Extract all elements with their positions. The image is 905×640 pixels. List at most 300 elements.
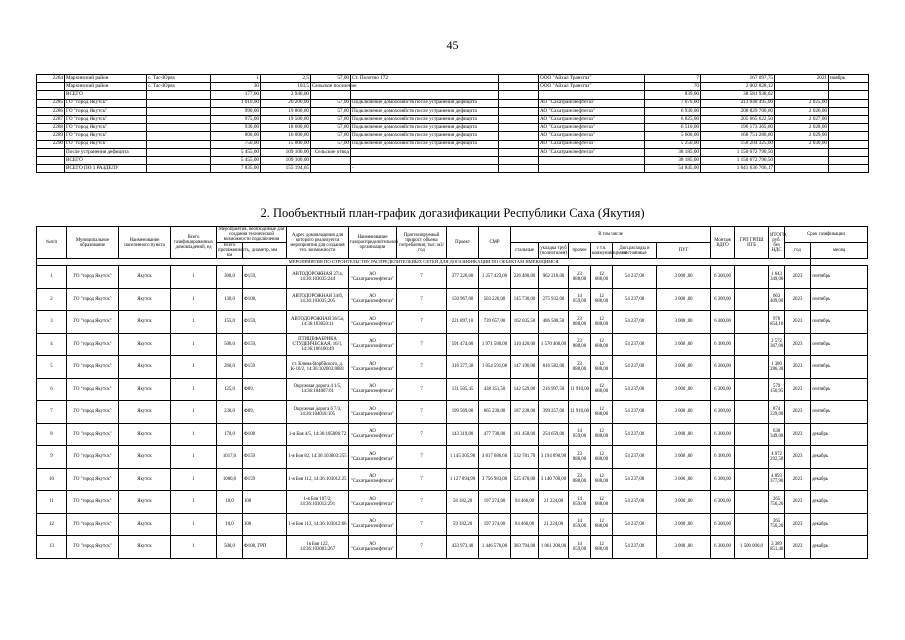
summary-table-cell [775,91,829,99]
schedule-cell-mo: ГО "город Якутск" [67,266,119,289]
summary-table-cell: 1 641 636 766,17 [701,165,775,173]
col-header-gas-increase: Прогнозируемый прирост объема потребления, тыс. м3/год [397,227,447,259]
summary-table-cell: ГО "город Якутск" [65,140,147,148]
schedule-table-row [37,446,868,469]
summary-table-cell: 158 204 325,00 [701,140,775,148]
summary-table-cell [499,115,539,123]
summary-table-cell: 2285 [37,99,65,107]
schedule-cell-st: 142 529,00 [511,378,539,401]
schedule-cell-yr: 2023 [785,468,811,491]
summary-table-cell: 5 250,00 [645,140,701,148]
schedule-cell-oth: 14 659,00 [569,536,591,559]
col-header-total-households: Всего газифицированных домовладений, ед [171,227,217,259]
schedule-table-row [37,491,868,514]
summary-table-cell [539,165,645,173]
summary-table-row [37,107,869,115]
schedule-cell-vdgo: 6 300,00 [711,333,735,356]
schedule-cell-addr: 1-я Боя 112, 14:36:103012:66 [287,513,349,536]
summary-table-cell: 2 940,00 [261,91,311,99]
summary-table-cell [37,83,65,91]
schedule-cell-yr: 2023 [785,333,811,356]
summary-table-cell: Подключение домохозяйств после устранения дефицита [351,115,499,123]
summary-table-cell: 57,00 [311,99,351,107]
schedule-cell-oth: 11 910,00 [569,401,591,424]
schedule-cell-poly: 21 224,00 [539,513,569,536]
schedule-cell-addr: 1-я Боя 82, 14:36:103003:255 [287,446,349,469]
schedule-cell-yr: 2023 [785,288,811,311]
summary-table-cell [499,124,539,132]
schedule-cell-hh: 1 [171,356,217,379]
schedule-cell-tot: 1 380 286,30 [769,356,785,379]
schedule-cell-pug: 3 000 ,00 [657,446,711,469]
schedule-cell-vdgo: 6 300,00 [711,513,735,536]
summary-table-cell: 70 [645,83,701,91]
schedule-cell-stc: 12 688,00 [591,468,613,491]
schedule-cell-smr: 1 257 423,00 [479,266,511,289]
schedule-cell-hh: 1 [171,423,217,446]
col-header-diameter: диаметр, мм [243,243,287,259]
summary-table-cell: 213 048 495,00 [701,99,775,107]
col-header-project: Проект [447,227,479,259]
schedule-cell-org: АО "Сахатранснефтегаз" [349,378,397,401]
schedule-cell-own: 54 237,00 [613,288,657,311]
schedule-table-row [37,266,868,289]
summary-table-cell: 800,00 [211,132,261,140]
schedule-cell-vdgo: 6 300,00 [711,536,735,559]
summary-table-cell: ВСЕГО ПО 1 РАЗДЕЛУ [65,165,147,173]
summary-table-cell: 2286 [37,107,65,115]
summary-table-row [37,148,869,156]
schedule-cell-n: 1 [37,266,67,289]
summary-table-cell: 167 097,75 [701,75,775,83]
summary-table-cell: ООО "Айхал Трансгаз" [539,83,645,91]
schedule-cell-n: 8 [37,423,67,446]
schedule-cell-stc: 12 688,00 [591,378,613,401]
schedule-cell-mon: декабрь [811,491,868,514]
schedule-cell-proj: 591 474,00 [447,333,479,356]
summary-table-cell: Сельские отвод [311,148,351,156]
schedule-cell-np: Якутск [119,311,171,334]
schedule-cell-gas: 7 [397,468,447,491]
schedule-cell-len: 10,0 [217,491,243,514]
schedule-cell-grp [735,333,769,356]
schedule-cell-n: 9 [37,446,67,469]
schedule-cell-mon: сентябрь [811,356,868,379]
summary-table-cell [829,140,869,148]
schedule-cell-st: 94 466,00 [511,491,539,514]
schedule-cell-smr: 438 351,50 [479,378,511,401]
schedule-cell-stc: 12 688,00 [591,401,613,424]
schedule-cell-stc: 12 688,00 [591,333,613,356]
schedule-cell-poly: 962 210,00 [539,266,569,289]
summary-table-cell: 205 665 622,50 [701,115,775,123]
schedule-cell-vdgo: 6 300,00 [711,423,735,446]
col-header-inclusive: В том числе [511,227,711,243]
schedule-cell-oth: 23 888,00 [569,266,591,289]
schedule-cell-pug: 3 000 ,00 [657,468,711,491]
schedule-cell-hh: 1 [171,266,217,289]
summary-table-cell: 5 600,00 [645,132,701,140]
col-header-installation: Монтаж ВДГО [711,227,735,259]
summary-table-cell: 1 [211,75,261,83]
summary-table-cell: 57,00 [311,75,351,83]
schedule-cell-gas: 7 [397,491,447,514]
summary-table-cell [351,83,499,91]
summary-table-row [37,83,869,91]
schedule-table-row [37,423,868,446]
schedule-cell-grp: 1 500 000,0 [735,536,769,559]
schedule-cell-mon: декабрь [811,446,868,469]
summary-table-cell [37,91,65,99]
summary-table-cell: 196 173 365,00 [701,124,775,132]
schedule-cell-dia: Ф159 [243,468,287,491]
section-heading: 2. Пообъектный план-график догазификации Республики Саха (Якутия) [260,206,645,220]
schedule-cell-addr: АВТОДОРОЖНАЯ 34/б, 14:36:103035:205 [287,288,349,311]
schedule-cell-np: Якутск [119,491,171,514]
schedule-cell-poly: 1 061 200,00 [539,536,569,559]
schedule-cell-np: Якутск [119,378,171,401]
summary-table-cell: 19 800,00 [261,107,311,115]
summary-table-cell [147,156,211,164]
schedule-cell-mo: ГО "город Якутск" [67,468,119,491]
schedule-cell-oth: 23 888,00 [569,333,591,356]
col-header-deadline: Срок газификации [785,227,868,243]
summary-table-row [37,115,869,123]
summary-table-cell: Подключение домохозяйств после устранения дефицита [351,132,499,140]
summary-table-cell [37,165,65,173]
schedule-cell-dia: Ф159, [243,311,287,334]
schedule-cell-mo: ГО "город Якутск" [67,423,119,446]
schedule-cell-smr: 197 274,00 [479,491,511,514]
schedule-cell-own: 54 237,00 [613,356,657,379]
summary-table-row [37,165,869,173]
summary-table-row [37,75,869,83]
schedule-cell-own: 54 237,00 [613,266,657,289]
summary-table-cell [499,83,539,91]
summary-table-cell [539,156,645,164]
summary-table-cell: 57,00 [311,140,351,148]
schedule-cell-len: 130,0 [217,288,243,311]
summary-table-cell: АО "Сахатранснефтегаз" [539,107,645,115]
schedule-cell-smr: 1 971 580,00 [479,333,511,356]
schedule-table-row [37,311,868,334]
schedule-cell-tot: 3 389 851,40 [769,536,785,559]
summary-table-cell: 990,00 [211,107,261,115]
summary-table-cell: 5 455,00 [211,156,261,164]
summary-table-cell [829,124,869,132]
schedule-cell-mo: ГО "город Якутск" [67,311,119,334]
schedule-cell-oth: 23 888,00 [569,446,591,469]
schedule-cell-n: 3 [37,311,67,334]
schedule-cell-mo: ГО "город Якутск" [67,446,119,469]
summary-table-row [37,124,869,132]
schedule-cell-pug: 3 000 ,00 [657,536,711,559]
summary-table-cell: После устранения дефицита [65,148,147,156]
summary-table-cell: Ст. Полотно 172 [351,75,499,83]
schedule-cell-smr: 477 730,00 [479,423,511,446]
schedule-cell-smr: 503 226,00 [479,288,511,311]
summary-table-cell [147,124,211,132]
summary-table-cell [351,148,499,156]
schedule-cell-dia: 108 [243,513,287,536]
schedule-cell-mon: сентябрь [811,378,868,401]
schedule-cell-mo: ГО "город Якутск" [67,378,119,401]
schedule-cell-mon: сентябрь [811,311,868,334]
schedule-cell-mon: сентябрь [811,333,868,356]
schedule-cell-dia: 108 [243,491,287,514]
schedule-cell-smr: 665 230,00 [479,401,511,424]
schedule-cell-np: Якутск [119,468,171,491]
summary-table-cell [311,165,351,173]
schedule-cell-own: 54 237,00 [613,513,657,536]
schedule-cell-stc: 12 688,00 [591,513,613,536]
summary-table-cell [539,91,645,99]
schedule-cell-proj: 221 897,10 [447,311,479,334]
schedule-cell-yr: 2023 [785,266,811,289]
summary-table-cell: 2 025,00 [775,99,829,107]
schedule-cell-np: Якутск [119,513,171,536]
schedule-cell-tot: 663 409,00 [769,288,785,311]
schedule-cell-n: 4 [37,333,67,356]
schedule-cell-own: 54 237,00 [613,333,657,356]
schedule-cell-st: 187 238,00 [511,401,539,424]
summary-table-cell: 16 000,00 [261,132,311,140]
summary-table-cell: 30 [211,83,261,91]
summary-table-cell: 5 455,00 [211,148,261,156]
schedule-cell-addr: АВТОДОРОЖНАЯ 37/а, 14:36:103035:244 [287,266,349,289]
schedule-cell-addr: Окружная дорога 6 7/3, 14:36:104018:105 [287,401,349,424]
summary-table-cell: 2 028,00 [775,124,829,132]
schedule-cell-pug: 3 000 ,00 [657,491,711,514]
schedule-cell-vdgo: 6 300,00 [711,446,735,469]
schedule-cell-poly: 275 932,00 [539,288,569,311]
summary-table-row [37,99,869,107]
summary-table-cell: 208 829 700,00 [701,107,775,115]
schedule-cell-proj: 377 226,00 [447,266,479,289]
summary-table-cell [775,165,829,173]
schedule-cell-oth: 14 659,00 [569,491,591,514]
schedule-cell-grp [735,513,769,536]
schedule-cell-np: Якутск [119,288,171,311]
schedule-cell-proj: 143 319,00 [447,423,479,446]
summary-table-cell [351,156,499,164]
schedule-cell-n: 12 [37,513,67,536]
schedule-cell-tot: 265 756,20 [769,491,785,514]
summary-table-cell: 2289 [37,132,65,140]
schedule-cell-proj: 199 569,00 [447,401,479,424]
schedule-cell-len: 500,0 [217,333,243,356]
schedule-cell-hh: 1 [171,536,217,559]
summary-table-cell [829,156,869,164]
summary-table-cell [499,148,539,156]
summary-table-cell [775,83,829,91]
schedule-cell-addr: 1-я Боя 107/2, 14:36:103012:291 [287,491,349,514]
schedule-cell-dia: Ф159 [243,446,287,469]
summary-table-cell [829,83,869,91]
schedule-cell-own: 54 237,00 [613,446,657,469]
schedule-cell-stc: 12 688,00 [591,266,613,289]
schedule-cell-poly: 3 140 700,00 [539,468,569,491]
col-header-equipment: ПУГ [657,243,711,259]
schedule-cell-grp [735,491,769,514]
schedule-cell-proj: 150 967,00 [447,288,479,311]
schedule-cell-hh: 1 [171,513,217,536]
schedule-cell-stc: 12 688,00 [591,311,613,334]
schedule-cell-gas: 7 [397,333,447,356]
summary-table-cell: 7 835,00 [211,165,261,173]
summary-table-cell: 2290 [37,140,65,148]
schedule-cell-yr: 2023 [785,491,811,514]
summary-table-cell: АО "Сахатранснефтегаз" [539,140,645,148]
schedule-cell-dia: Ф89, [243,401,287,424]
summary-table-cell: 1 010,00 [211,99,261,107]
summary-table-cell: 54 845,00 [645,165,701,173]
schedule-cell-hh: 1 [171,491,217,514]
summary-table-cell: с. Тас-Юрях [147,75,211,83]
schedule-cell-len: 260,0 [217,356,243,379]
schedule-cell-vdgo: 6 300,00 [711,401,735,424]
schedule-cell-yr: 2023 [785,356,811,379]
schedule-cell-org: АО "Сахатранснефтегаз" [349,491,397,514]
schedule-cell-st: 226 400,00 [511,266,539,289]
summary-table-cell [147,99,211,107]
schedule-cell-pug: 3 000 ,00 [657,423,711,446]
schedule-cell-np: Якутск [119,356,171,379]
schedule-cell-grp [735,311,769,334]
schedule-table-row [37,288,868,311]
summary-table [36,74,869,173]
summary-table-cell [147,132,211,140]
schedule-cell-np: Якутск [119,266,171,289]
schedule-cell-tot: 874 229,00 [769,401,785,424]
schedule-cell-mon: сентябрь [811,401,868,424]
summary-table-cell: ГО "город Якутск" [65,107,147,115]
schedule-cell-own: 54 237,00 [613,311,657,334]
summary-table-cell [37,156,65,164]
schedule-cell-n: 2 [37,288,67,311]
schedule-cell-len: 10,0 [217,513,243,536]
schedule-cell-pug: 3 000 ,00 [657,401,711,424]
schedule-cell-smr: 739 657,00 [479,311,511,334]
schedule-cell-gas: 7 [397,378,447,401]
schedule-cell-poly: 486 500,50 [539,311,569,334]
schedule-cell-own: 54 237,00 [613,468,657,491]
schedule-cell-mo: ГО "город Якутск" [67,536,119,559]
summary-table-cell [147,107,211,115]
schedule-cell-n: 5 [37,356,67,379]
summary-table-cell: 155 194,65 [261,165,311,173]
schedule-cell-np: Якутск [119,423,171,446]
schedule-cell-np: Якутск [119,401,171,424]
schedule-table-row [37,378,868,401]
summary-table-cell: Подключение домохозяйств после устранения дефицита [351,124,499,132]
summary-table-row [37,91,869,99]
schedule-cell-own: 54 237,00 [613,491,657,514]
schedule-cell-poly: 399 257,00 [539,401,569,424]
schedule-cell-proj: 1 145 305,98 [447,446,479,469]
summary-table-cell [829,107,869,115]
summary-table-cell: 2021 [775,75,829,83]
summary-table-cell: 2 026,00 [775,107,829,115]
summary-table-cell: ноябрь [829,75,869,83]
schedule-cell-own: 54 237,00 [613,423,657,446]
schedule-cell-st: 383 794,00 [511,536,539,559]
schedule-cell-own: 54 237,00 [613,401,657,424]
schedule-cell-st: 162 035,50 [511,311,539,334]
summary-table-cell [147,165,211,173]
summary-table-cell: - [351,165,499,173]
col-header-pipe-poly: укладка труб (полиэтилен) [539,243,569,259]
col-header-municipality: Муниципальное образование [67,227,119,259]
schedule-cell-dia: Ф108 [243,423,287,446]
summary-table-cell [499,99,539,107]
schedule-cell-tot: 265 756,20 [769,513,785,536]
schedule-cell-n: 11 [37,491,67,514]
schedule-cell-org: АО "Сахатранснефтегаз" [349,401,397,424]
schedule-cell-vdgo: 6 300,00 [711,311,735,334]
summary-table-row [37,140,869,148]
schedule-cell-stc: 12 688,00 [591,491,613,514]
summary-table-cell: 6 930,00 [645,107,701,115]
schedule-cell-tot: 2 572 367,00 [769,333,785,356]
summary-table-cell: ВСЕГО [65,156,147,164]
summary-table-cell: 7 [645,75,701,83]
summary-table-cell: 57,00 [311,124,351,132]
schedule-cell-oth: 14 659,00 [569,513,591,536]
summary-table-cell: Мархинский район [65,75,147,83]
schedule-cell-grp [735,356,769,379]
summary-table-cell: ГО "город Якутск" [65,132,147,140]
summary-table-cell: 2284 [37,75,65,83]
summary-table-cell [499,91,539,99]
summary-table-cell: 177,00 [211,91,261,99]
page-number: 45 [446,38,459,52]
schedule-cell-n: 7 [37,401,67,424]
schedule-cell-vdgo: 6 300,00 [711,356,735,379]
schedule-cell-poly: 1 570 400,00 [539,333,569,356]
schedule-cell-oth: 11 910,00 [569,378,591,401]
schedule-cell-addr: 1-я Боя 4/5, 14:36:105006:72 [287,423,349,446]
schedule-cell-pug: 3 000 ,00 [657,333,711,356]
summary-table-cell: 109 100,00 [261,156,311,164]
summary-table-cell: 15 000,00 [261,140,311,148]
schedule-cell-stc: 12 688,00 [591,446,613,469]
summary-table-cell [829,148,869,156]
summary-table-cell: 7 070,00 [645,99,701,107]
schedule-cell-st: 145 730,00 [511,288,539,311]
schedule-cell-st: 94 466,00 [511,513,539,536]
schedule-cell-proj: 316 377,30 [447,356,479,379]
col-header-steel: стальные [511,243,539,259]
schedule-cell-addr: АВТОДОРОЖНАЯ 36/5а, 14:36:103050:11 [287,311,349,334]
summary-table-cell [499,156,539,164]
summary-table-cell: 38 581 938,02 [701,91,775,99]
schedule-cell-n: 6 [37,378,67,401]
col-header-address: Адрес домовладения для которого реализуется мероприятия для создания тех. возможности [287,227,349,259]
schedule-cell-grp [735,378,769,401]
schedule-cell-gas: 7 [397,401,447,424]
schedule-cell-tot: 1 643 349,00 [769,266,785,289]
schedule-cell-own: 54 237,00 [613,536,657,559]
schedule-cell-hh: 1 [171,446,217,469]
schedule-cell-tot: 630 349,00 [769,423,785,446]
summary-table-cell: 109 100,00 [261,148,311,156]
schedule-cell-own: 54 237,00 [613,378,657,401]
schedule-cell-pug: 3 000 ,00 [657,378,711,401]
col-header-month: месяц [811,243,868,259]
summary-table-cell: Подключение домохозяйств после устранения дефицита [351,107,499,115]
summary-table-cell: 18 600,00 [261,124,311,132]
